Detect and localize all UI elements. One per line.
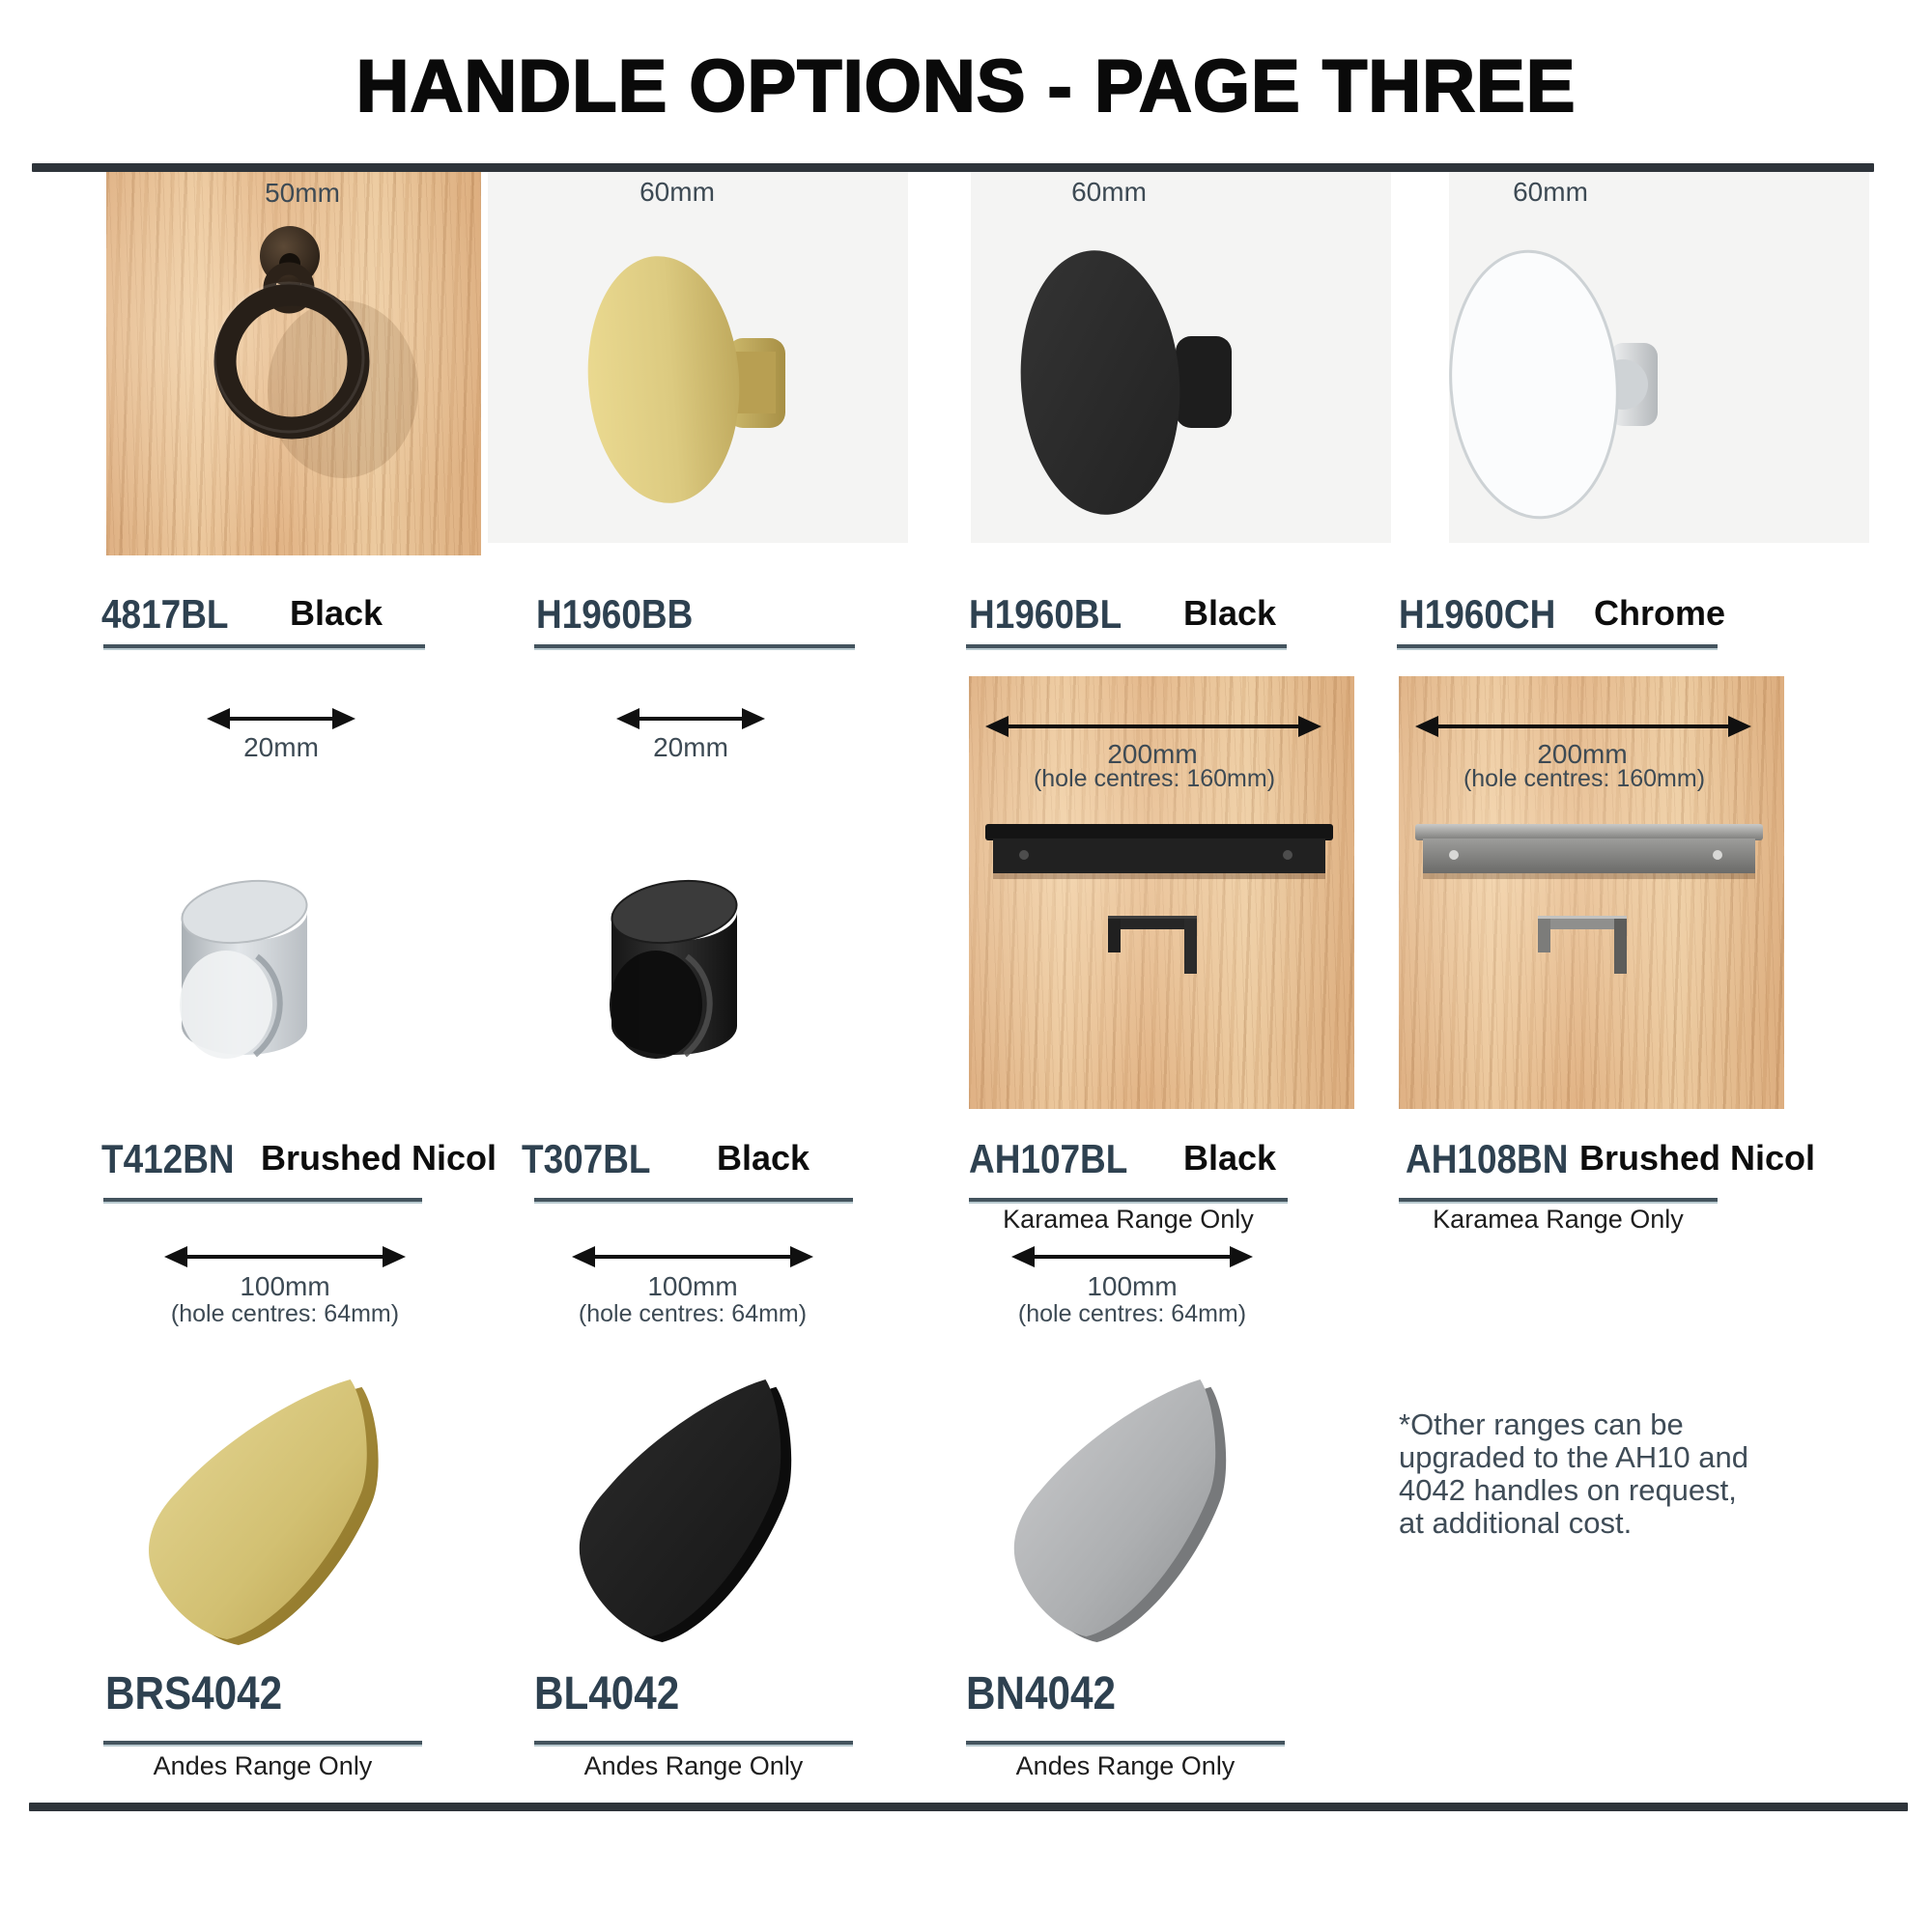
dimension-label: 20mm — [653, 732, 728, 762]
product-code-ah108bn: AH108BN — [1406, 1136, 1569, 1181]
underline — [1399, 1198, 1718, 1202]
dimension-label: 60mm — [639, 177, 715, 207]
note-line-3: 4042 handles on request, — [1399, 1473, 1737, 1507]
dimension-arrow — [207, 708, 355, 729]
underline — [1397, 644, 1718, 648]
product-photo-ah108bn-wood — [1399, 676, 1784, 1109]
black-knob-illustration — [971, 172, 1391, 543]
dimension-arrow — [1415, 716, 1751, 737]
product-code-t307bl: T307BL — [522, 1136, 651, 1181]
top-divider-bar — [32, 163, 1874, 172]
product-code-t412bn: T412BN — [101, 1136, 235, 1181]
product-photo-4817bl-wood — [106, 172, 481, 555]
dimension-arrow — [1011, 1246, 1253, 1267]
dimension-detail-label: (hole centres: 64mm) — [578, 1300, 808, 1327]
product-photo-h1960bl — [971, 172, 1391, 543]
nickel-curved-handle-illustration — [1000, 1377, 1256, 1642]
dimension-arrow — [572, 1246, 813, 1267]
dimension-label: 100mm — [240, 1271, 330, 1301]
ring-pull-illustration — [106, 172, 481, 555]
note-line-4: at additional cost. — [1399, 1506, 1633, 1540]
underline — [534, 1198, 853, 1202]
dimension-label: 200mm — [1107, 739, 1198, 769]
product-photo-ah107bl-wood — [969, 676, 1354, 1109]
finish-label: Black — [1183, 1138, 1277, 1178]
note-line-2: upgraded to the AH10 and — [1399, 1440, 1748, 1474]
dimension-detail-label: (hole centres: 64mm) — [1017, 1300, 1247, 1327]
dimension-detail-label: (hole centres: 160mm) — [1033, 765, 1276, 792]
page-title: HANDLE OPTIONS - PAGE THREE — [355, 45, 1577, 128]
note-line-1: *Other ranges can be — [1399, 1407, 1684, 1441]
black-cylinder-knob-illustration — [575, 867, 782, 1082]
finish-label: Black — [1183, 593, 1277, 633]
brass-curved-handle-illustration — [133, 1377, 411, 1645]
dimension-arrow — [164, 1246, 406, 1267]
dimension-label: 60mm — [1513, 177, 1588, 207]
underline — [103, 1198, 422, 1202]
product-code-bl4042: BL4042 — [534, 1668, 680, 1719]
dimension-detail-label: (hole centres: 160mm) — [1463, 765, 1706, 792]
dimension-detail-label: (hole centres: 64mm) — [170, 1300, 400, 1327]
finish-label: Black — [290, 593, 384, 633]
dimension-label: 200mm — [1537, 739, 1628, 769]
underline — [969, 1198, 1288, 1202]
range-note: Karamea Range Only — [1433, 1205, 1684, 1234]
dimension-label: 100mm — [647, 1271, 738, 1301]
product-photo-h1960bb — [488, 172, 908, 543]
dimension-arrow — [616, 708, 765, 729]
underline — [534, 644, 855, 648]
dimension-arrow — [985, 716, 1321, 737]
product-code-h1960bb: H1960BB — [536, 591, 694, 637]
finish-label: Chrome — [1594, 593, 1726, 633]
product-code-bn4042: BN4042 — [966, 1668, 1116, 1719]
bottom-divider-bar — [29, 1803, 1908, 1811]
finish-label: Black — [717, 1138, 810, 1178]
underline — [966, 644, 1287, 648]
chrome-knob-illustration — [1449, 172, 1869, 543]
product-code-h1960ch: H1960CH — [1399, 591, 1556, 637]
product-code-h1960bl: H1960BL — [969, 591, 1122, 637]
upgrade-note — [1399, 1408, 1748, 1540]
product-photo-h1960ch — [1449, 172, 1869, 543]
range-note: Karamea Range Only — [1003, 1205, 1254, 1234]
range-note: Andes Range Only — [153, 1751, 373, 1780]
underline — [103, 644, 425, 648]
finish-label: Brushed Nicol — [261, 1138, 497, 1178]
dimension-label: 100mm — [1087, 1271, 1178, 1301]
underline — [103, 1741, 422, 1745]
finish-label: Brushed Nicol — [1579, 1138, 1816, 1178]
product-code-brs4042: BRS4042 — [105, 1668, 283, 1719]
brass-knob-illustration — [488, 172, 908, 543]
silver-cylinder-knob-illustration — [145, 867, 353, 1082]
underline — [534, 1741, 853, 1745]
underline — [966, 1741, 1285, 1745]
dimension-label: 60mm — [1071, 177, 1147, 207]
product-code-4817bl: 4817BL — [101, 591, 229, 637]
range-note: Andes Range Only — [1015, 1751, 1236, 1780]
black-curved-handle-illustration — [565, 1377, 821, 1642]
range-note: Andes Range Only — [583, 1751, 804, 1780]
product-code-ah107bl: AH107BL — [969, 1136, 1128, 1181]
dimension-label: 20mm — [243, 732, 319, 762]
dimension-label: 50mm — [265, 178, 340, 208]
